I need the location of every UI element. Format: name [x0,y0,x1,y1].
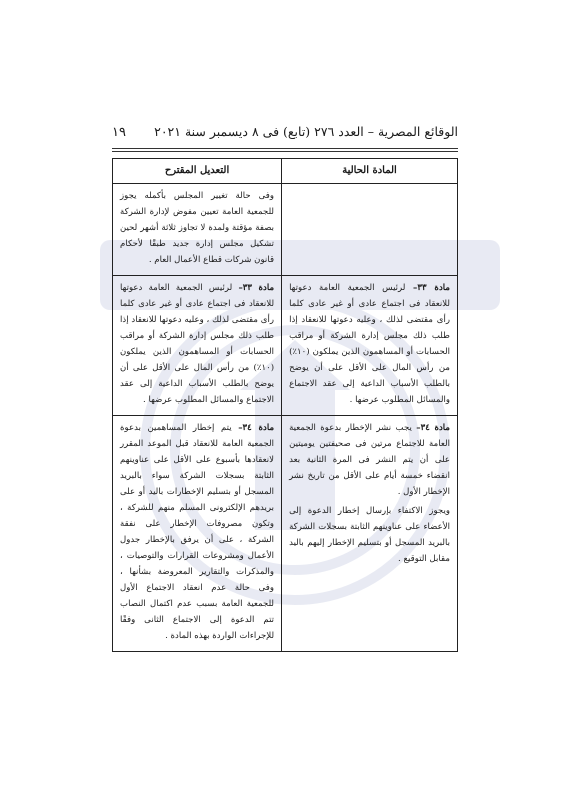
current-text [289,280,450,408]
article-number: مادة ٣٣– [238,283,275,293]
page-header [112,124,458,140]
current-article-cell [282,276,458,416]
article-body: يجب نشر الإخطار بدعوة الجمعية العامة للاجتماع مرتين فى صحيفتين يوميتين على أن يتم النشر فى المرة الثانية بعد انقضاء خمسة أيام على الأقل من تاريخ نشر الإخطار الأول . [289,423,450,497]
table-row [113,184,458,276]
proposed-article-cell [113,276,282,416]
header-divider-second [112,151,458,152]
table-row [113,276,458,416]
article-number: مادة ٣٣– [413,283,450,293]
article-body: يتم إخطار المساهمين بدعوة الجمعية العامة للانعقاد قبل الموعد المقرر لانعقادها بأسبوع على الأقل على عناوينهم الثابتة بسجلات الشركة سواء بالبريد المسجل أو بتسليم الإخطارات باليد أو على بريدهم الإلكترونى المسلم منهم للشركة ، وتكون مصروفات الإخطار على نفقة الشركة ، على أن يرفق بالإخطار جدول الأعمال ومشروعات القرارات والتوصيات ، والمذكرات والتقارير المعروضة بشأنها ، وفى حالة عدم انعقاد الاجتماع الأول للجمعية العامة بسبب عدم اكتمال النصاب تتم الدعوة إلى الاجتماع الثانى وفقًا للإجراءات الواردة بهذه المادة . [120,423,275,641]
proposed-text: وفى حالة تغيير المجلس بأكمله يجوز للجمعية العامة تعيين مفوض لإدارة الشركة بصفة مؤقتة ولمدة لا تجاوز ثلاثة أشهر لحين تشكيل مجلس إدارة جديد طبقًا لأحكام قانون شركات قطاع الأعمال العام . [120,191,275,265]
proposed-article-cell [113,416,282,652]
table-header-row [113,159,458,184]
article-number: مادة ٣٤– [238,423,275,433]
comparison-table [112,158,458,652]
column-header-proposed: التعديل المقترح [113,159,282,184]
header-divider [112,148,458,149]
current-text [289,420,450,500]
proposed-text [120,420,274,644]
table-row [113,416,458,652]
article-number: مادة ٣٤– [416,423,450,433]
article-body: لرئيس الجمعية العامة دعوتها للانعقاد فى اجتماع عادى أو غير عادى كلما رأى مقتضى لذلك ، وعليه دعوتها للانعقاد إذا طلب ذلك مجلس إدارة الشركة أو مراقب الحسابات أو المساهمون الذين يملكون (١٠٪) من رأس المال على الأقل على أن يوضح بالطلب الأسباب الداعية إلى عقد الاجتماع والمسائل المطلوب عرضها . [120,283,275,405]
proposed-text [120,280,274,408]
article-body: لرئيس الجمعية العامة دعوتها للانعقاد فى اجتماع عادى أو غير عادى كلما رأى مقتضى لذلك ، وعليه دعوتها للانعقاد إذا طلب ذلك مجلس إدارة الشركة أو مراقب الحسابات أو المساهمون الذين يملكون (١٠٪) من رأس المال على الأقل على أن يوضح بالطلب الأسباب الداعية إلى عقد الاجتماع والمسائل المطلوب عرضها . [289,283,450,405]
gazette-issue-title: الوقائع المصرية – العدد ٢٧٦ (تابع) فى ٨ ديسمبر سنة ٢٠٢١ [154,124,458,139]
proposed-article-cell [113,184,282,276]
current-article-cell [282,184,458,276]
page-number: ١٩ [112,125,126,140]
column-header-current: المادة الحالية [282,159,458,184]
current-text-paragraph-2: ويجوز الاكتفاء بإرسال إخطار الدعوة إلى الأعضاء على عناوينهم الثابتة بسجلات الشركة بالبريد المسجل أو بتسليم الإخطار إليهم باليد مقابل التوقيع . [289,506,450,564]
current-article-cell [282,416,458,652]
